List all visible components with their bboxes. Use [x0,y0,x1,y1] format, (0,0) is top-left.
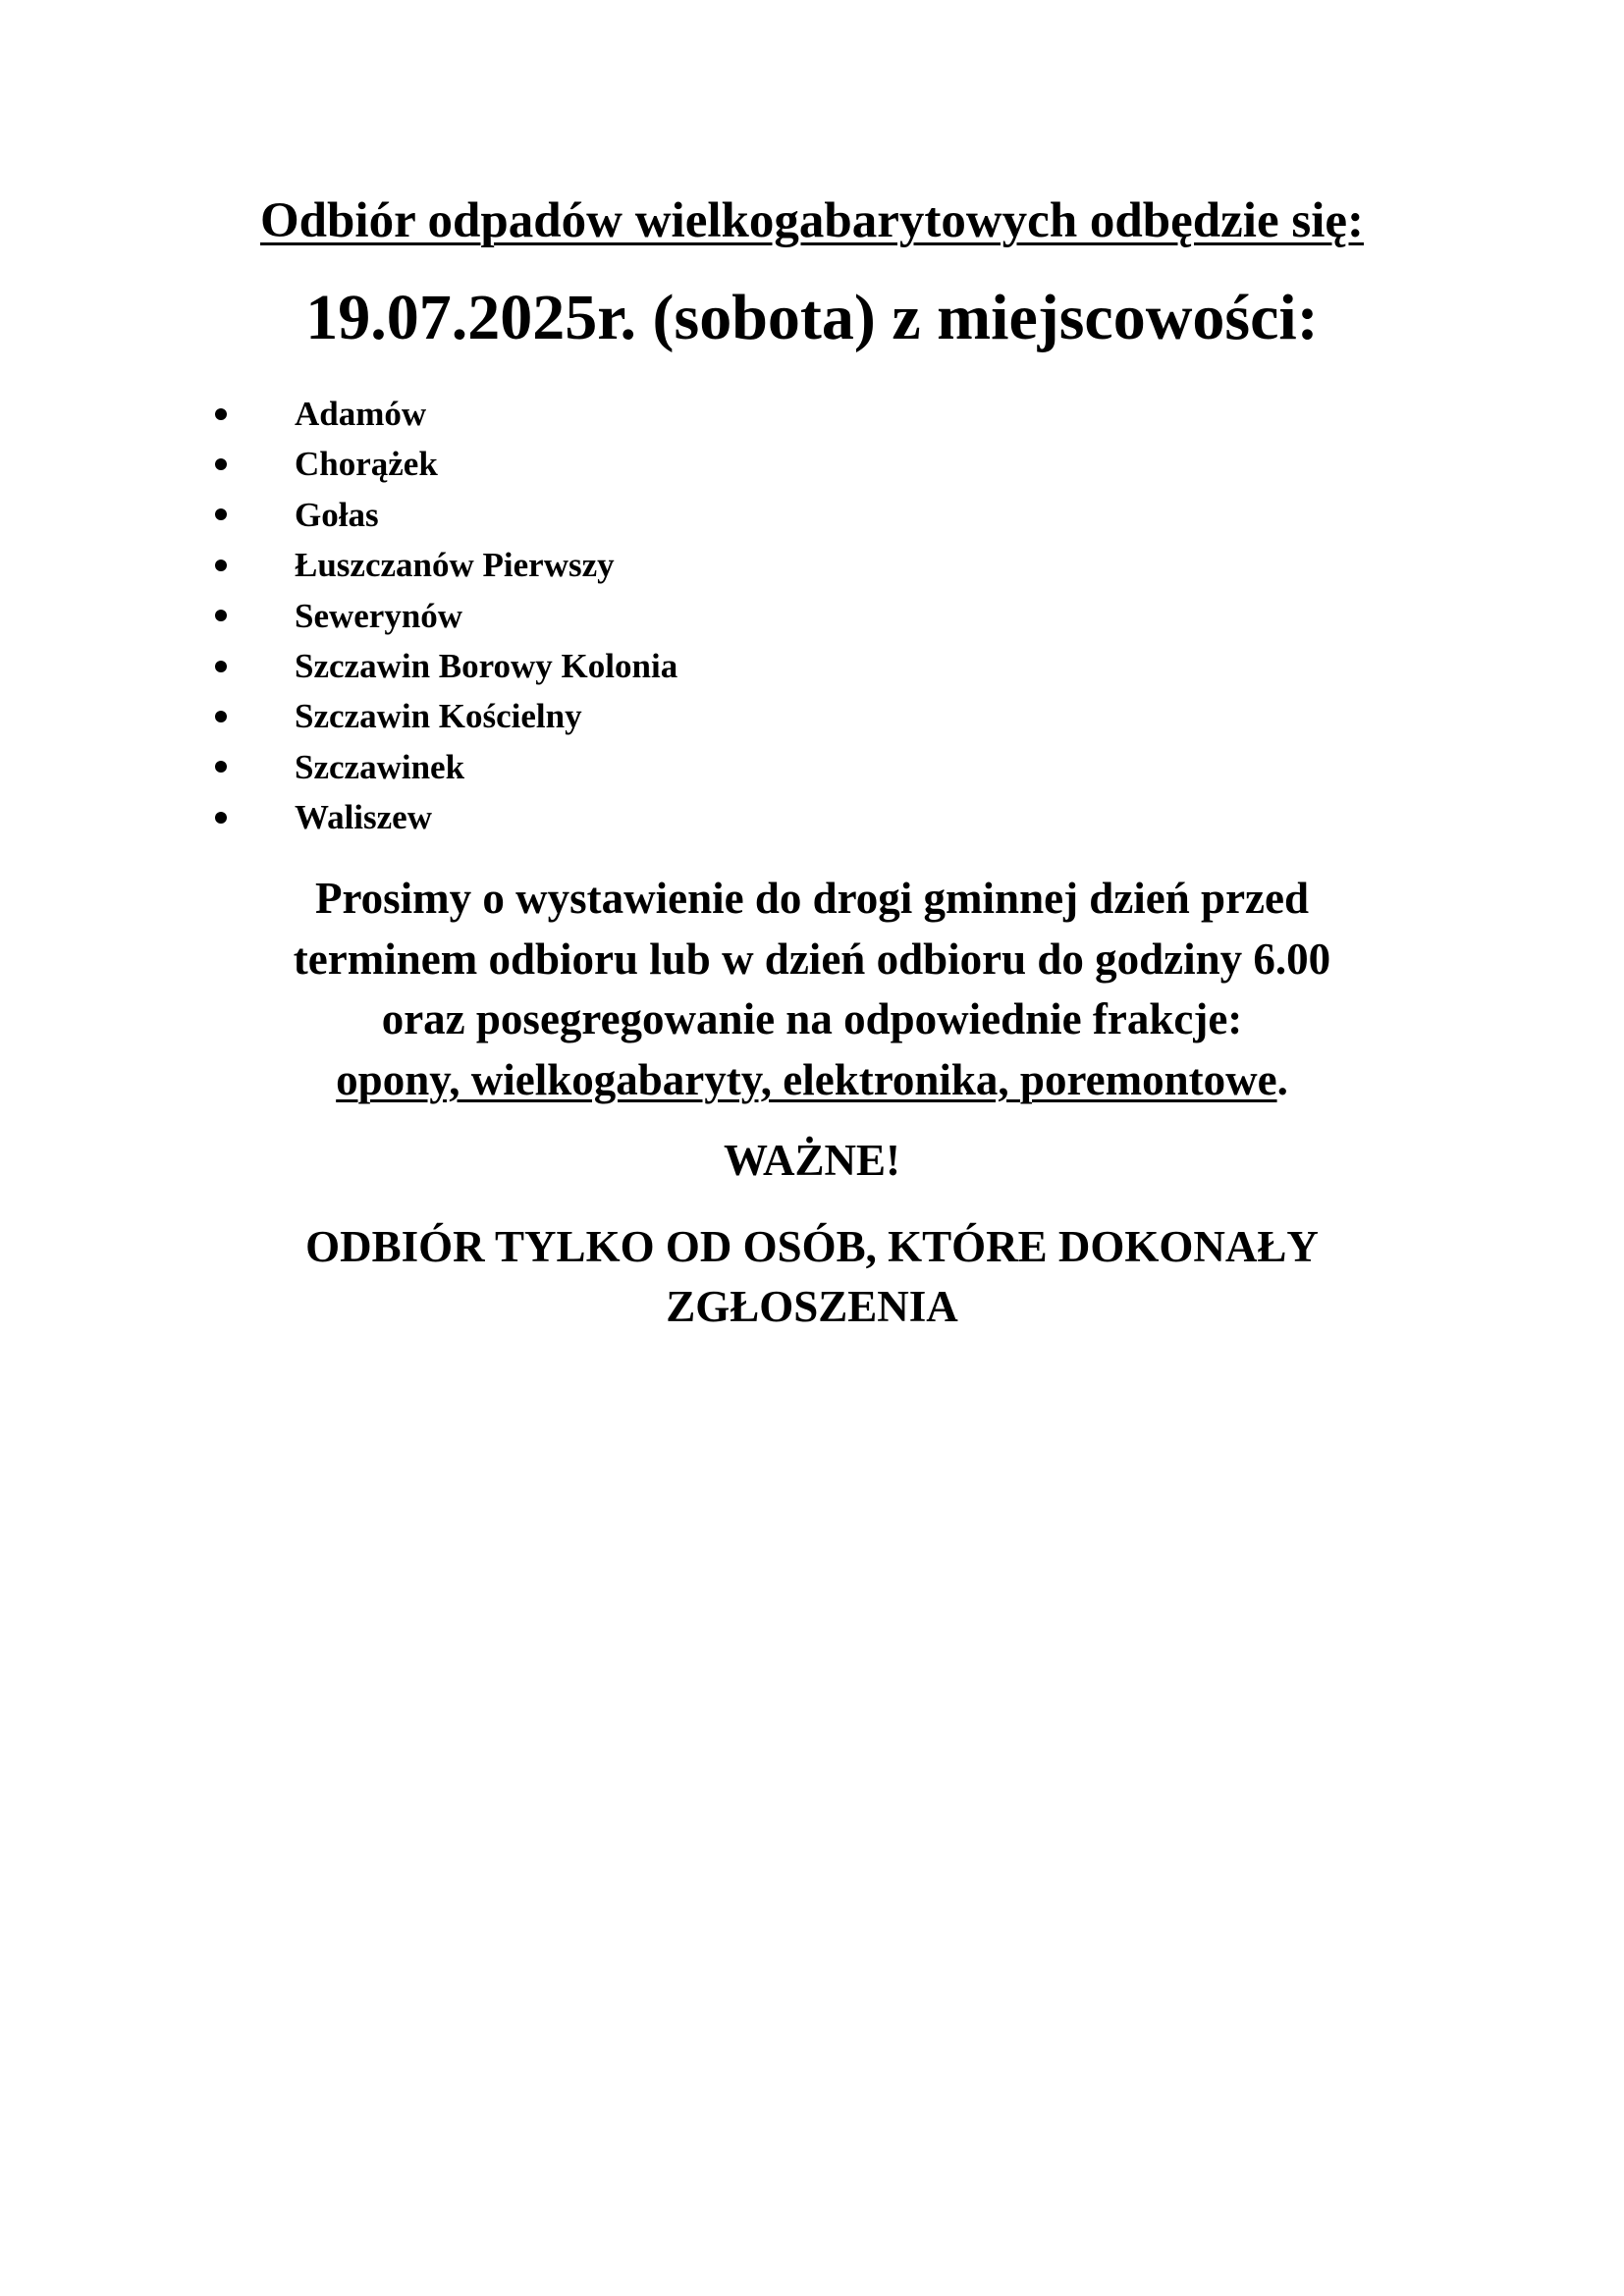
list-item [0,792,677,842]
location-name: Chorążek [295,445,438,484]
list-item [0,641,677,691]
bullet-icon [215,560,227,571]
bullet-icon [215,610,227,621]
list-item [0,691,677,741]
instructions-line: Prosimy o wystawienie do drogi gminnej dzień przed [314,874,1310,923]
fractions-list: opony, wielkogabaryty, elektronika, poremontowe [336,1054,1277,1104]
list-item [0,742,677,792]
location-name: Waliszew [295,798,432,837]
collection-date: 19.07.2025r. (sobota) z miejscowości: [305,282,1319,353]
bullet-icon [215,408,227,420]
list-item [0,439,677,489]
location-name: Sewerynów [295,596,463,635]
instructions-paragraph [0,869,1624,1110]
list-item [0,389,677,439]
location-name: Szczawin Kościelny [295,697,582,736]
location-name: Szczawinek [295,747,465,786]
location-name: Gołas [295,495,379,534]
page-heading [0,192,1624,250]
fractions-line [0,1050,1624,1111]
final-notice-line: ZGŁOSZENIA [666,1282,958,1331]
important-label: WAŻNE! [723,1136,901,1185]
bullet-icon [215,458,227,470]
bullet-icon [215,508,227,520]
list-item [0,540,677,590]
list-item [0,490,677,540]
list-item [0,591,677,641]
locations-list [0,389,677,843]
heading-text: Odbiór odpadów wielkogabarytowych odbędzie się: [260,193,1364,248]
bullet-icon [215,661,227,672]
location-name: Adamów [295,395,427,433]
final-notice-line: ODBIÓR TYLKO OD OSÓB, KTÓRE DOKONAŁY [305,1222,1319,1271]
location-name: Łuszczanów Pierwszy [295,546,615,585]
instructions-line: terminem odbioru lub w dzień odbioru do godziny 6.00 [293,934,1331,984]
final-notice [0,1217,1624,1337]
location-name: Szczawin Borowy Kolonia [295,646,678,685]
bullet-icon [215,761,227,773]
bullet-icon [215,812,227,824]
instructions-line: oraz posegregowanie na odpowiednie frakcje: [381,994,1243,1043]
bullet-icon [215,711,227,722]
fractions-period: . [1276,1054,1288,1104]
